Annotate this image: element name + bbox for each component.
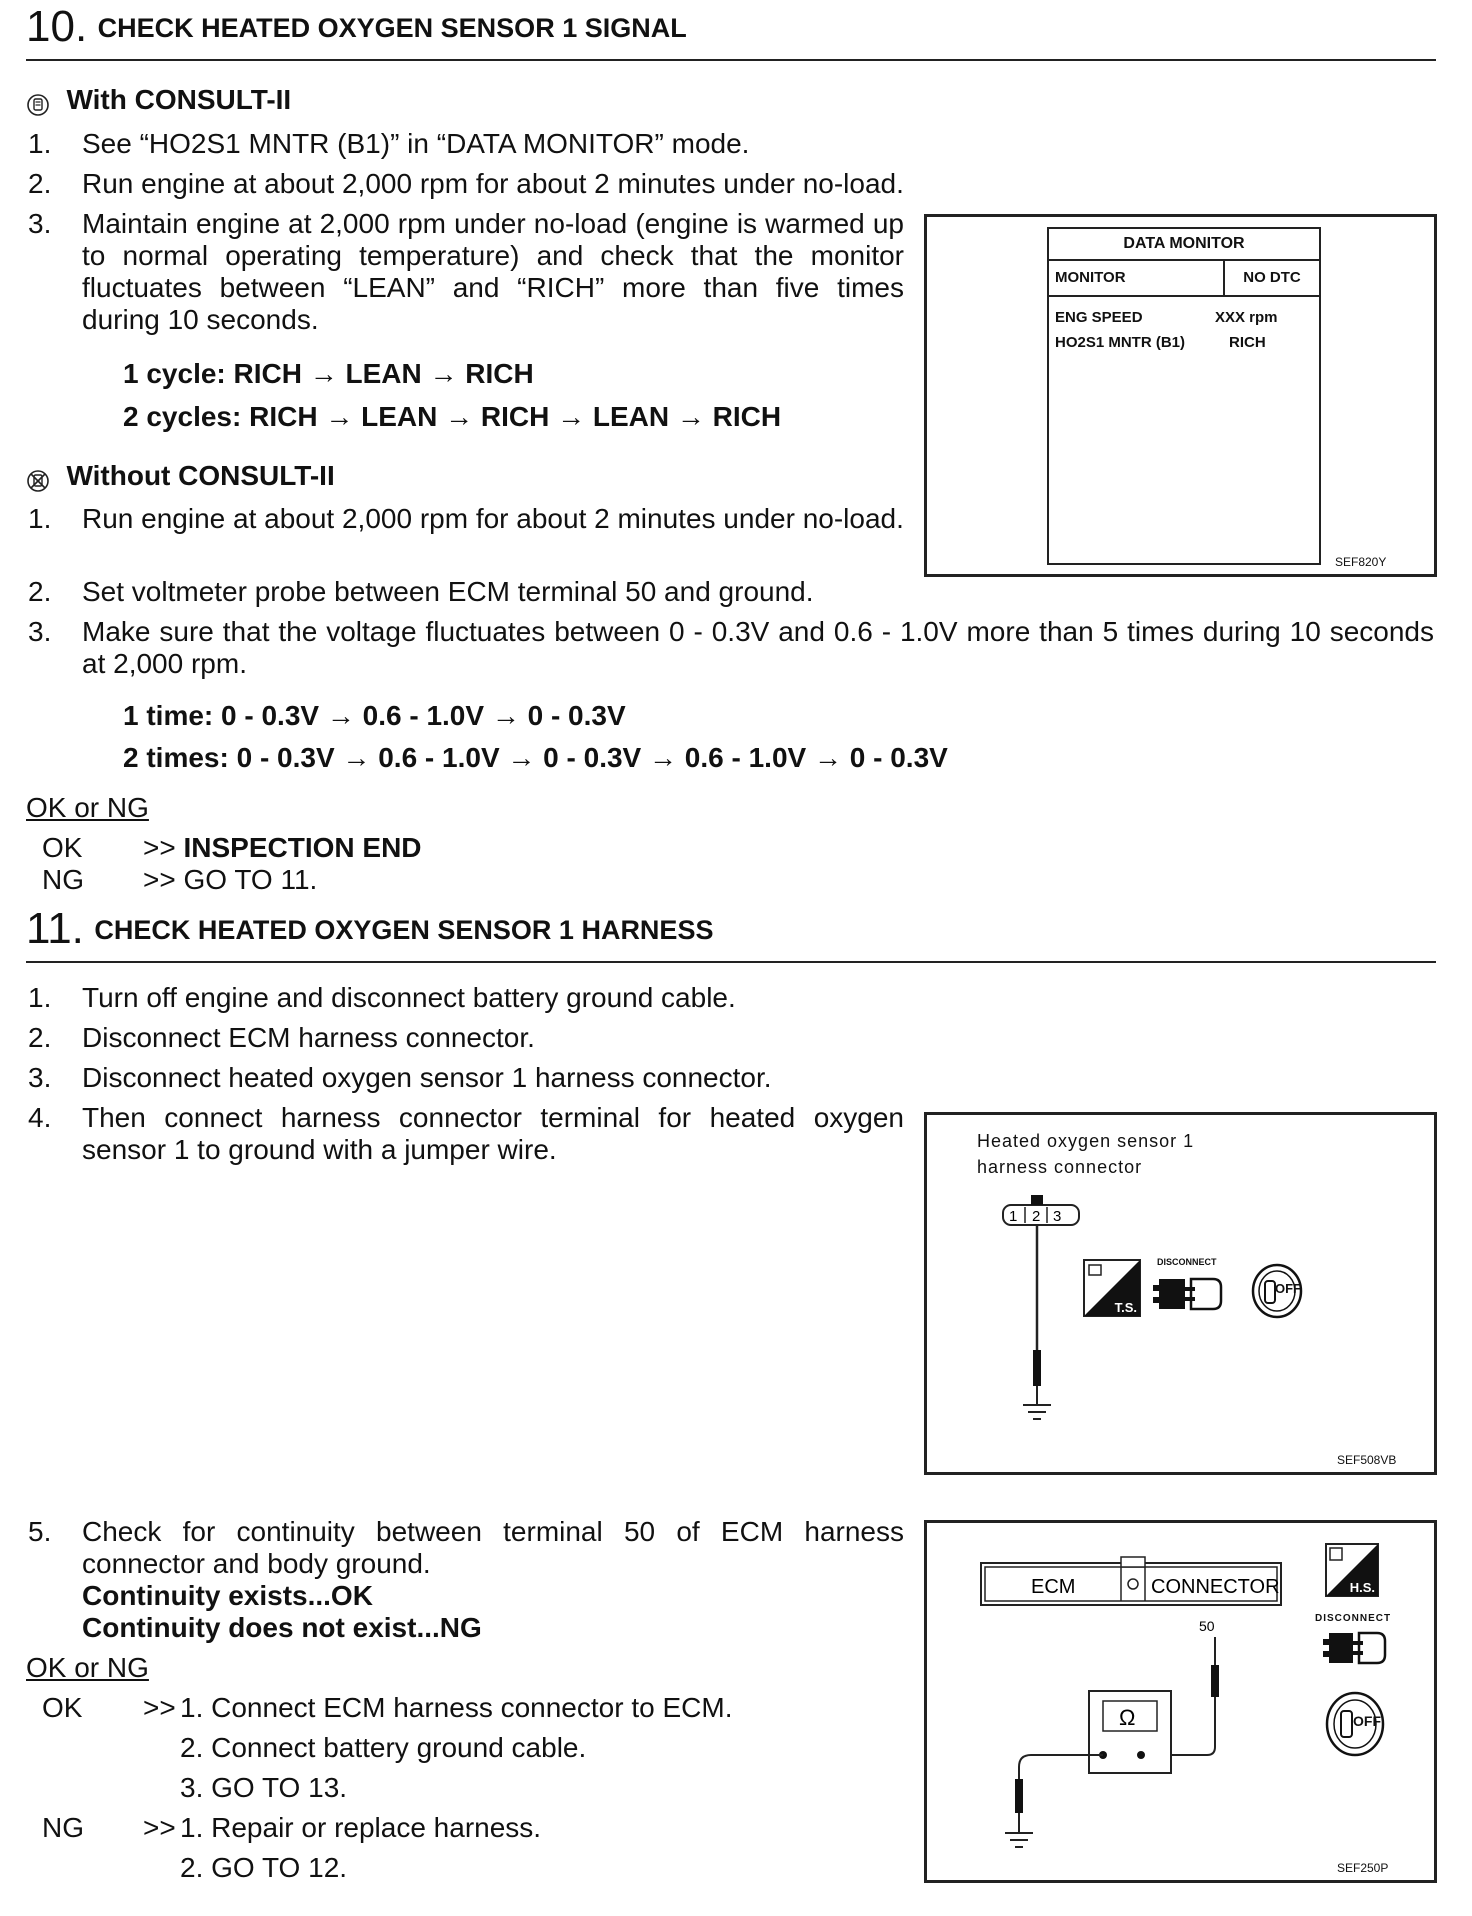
data-monitor-figure — [924, 214, 1437, 577]
woc-item2-text: Set voltmeter probe between ECM terminal 50 and ground. — [82, 576, 814, 607]
s11-item1-number: 1. — [28, 982, 52, 1013]
data-monitor-row1-name: ENG SPEED — [1055, 309, 1143, 326]
s11-item3-number: 3. — [28, 1062, 52, 1093]
s11-item5-number: 5. — [28, 1516, 52, 1547]
step11-ok-label: OK — [42, 1692, 83, 1723]
s11-item3-text: Disconnect heated oxygen sensor 1 harness connector. — [82, 1062, 772, 1093]
no-consult-icon — [26, 469, 50, 493]
step11-ok-ng: OK or NG — [26, 1652, 149, 1683]
hs-label: H.S. — [1349, 1580, 1375, 1595]
with-consult-heading: With CONSULT-II — [66, 84, 292, 115]
woc-item3-number: 3. — [28, 616, 52, 647]
step11-ok-arrow: >> — [143, 1692, 176, 1723]
ignition-off-icon — [1249, 1261, 1305, 1321]
s11-item1-text: Turn off engine and disconnect battery ground cable. — [82, 982, 736, 1013]
ohmmeter-body — [1089, 1691, 1171, 1773]
time1-text: 1 time: 0 - 0.3V → 0.6 - 1.0V → 0 - 0.3V — [123, 700, 626, 731]
step10-ok-arrow: >> — [143, 832, 176, 863]
harness-connector-figure — [924, 1112, 1437, 1475]
step10-number: 10. — [26, 2, 88, 51]
woc-item1-number: 1. — [28, 503, 52, 534]
step11-title: CHECK HEATED OXYGEN SENSOR 1 HARNESS — [94, 915, 714, 945]
data-monitor-title: DATA MONITOR — [1049, 229, 1319, 261]
continuity-ok: Continuity exists...OK — [82, 1580, 373, 1611]
terminal-50-label: 50 — [1199, 1618, 1215, 1634]
pin-1: 1 — [1009, 1208, 1018, 1225]
step11-header — [26, 904, 714, 953]
s11-item4-number: 4. — [28, 1102, 52, 1133]
data-monitor-header-divider — [1049, 295, 1319, 297]
without-consult-heading-row — [26, 460, 335, 494]
step10-ok-label: OK — [42, 832, 83, 863]
step10-header — [26, 2, 687, 51]
ts-icon — [1083, 1259, 1141, 1317]
step10-ng-row — [143, 864, 317, 896]
ecm-label: ECM — [1031, 1576, 1076, 1598]
ohm-symbol: Ω — [1119, 1705, 1136, 1730]
disconnect-label-2: DISCONNECT — [1315, 1613, 1392, 1624]
consult-icon — [26, 93, 50, 117]
woc-item1-text: Run engine at about 2,000 rpm for about 2 minutes under no-load. — [82, 503, 904, 534]
wc-item3-number: 3. — [28, 208, 52, 239]
step11-ng-step2: 2. GO TO 12. — [180, 1852, 348, 1883]
wc-item1-text: See “HO2S1 MNTR (B1)” in “DATA MONITOR” mode. — [82, 128, 750, 159]
wc-item2-text: Run engine at about 2,000 rpm for about 2 minutes under no-load. — [82, 168, 904, 199]
connector-label: CONNECTOR — [1151, 1576, 1280, 1598]
data-monitor-row2-value: RICH — [1229, 334, 1266, 351]
step11-ng-arrow: >> — [143, 1812, 176, 1843]
disconnect-icon-2 — [1323, 1627, 1387, 1671]
s11-item4-text: Then connect harness connector terminal for heated oxygen sensor 1 to ground with a jumper wire. — [82, 1102, 904, 1165]
time2-text: 2 times: 0 - 0.3V → 0.6 - 1.0V → 0 - 0.3V → 0.6 - 1.0V → 0 - 0.3V — [123, 742, 948, 773]
step10-divider — [26, 59, 1436, 61]
step11-number: 11. — [26, 904, 84, 953]
step10-ok-action: INSPECTION END — [183, 832, 422, 863]
figure-code-sef820y: SEF820Y — [1335, 555, 1387, 569]
with-consult-heading-row — [26, 84, 291, 118]
figure-code-sef250p: SEF250P — [1337, 1861, 1389, 1875]
cycle1-text: 1 cycle: RICH → LEAN → RICH — [123, 358, 534, 389]
step11-ng-step1: 1. Repair or replace harness. — [180, 1812, 542, 1843]
hs-icon — [1325, 1543, 1379, 1597]
off-label-2: OFF — [1353, 1713, 1381, 1729]
data-monitor-screen — [1047, 227, 1321, 565]
harness-connector-label-2: harness connector — [977, 1157, 1143, 1177]
woc-item3-text: Make sure that the voltage fluctuates between 0 - 0.3V and 0.6 - 1.0V more than 5 times during 10 seconds at 2,000 rpm. — [82, 616, 1434, 679]
step10-title: CHECK HEATED OXYGEN SENSOR 1 SIGNAL — [97, 13, 687, 43]
data-monitor-row1-value: XXX rpm — [1215, 309, 1278, 326]
step10-ok-ng: OK or NG — [26, 792, 149, 823]
pin-3: 3 — [1053, 1208, 1062, 1225]
step11-ok-step2: 2. Connect battery ground cable. — [180, 1732, 587, 1763]
figure-code-sef508vb: SEF508VB — [1337, 1453, 1397, 1467]
continuity-ng: Continuity does not exist...NG — [82, 1612, 482, 1643]
woc-item2-number: 2. — [28, 576, 52, 607]
ecm-continuity-figure — [924, 1520, 1437, 1883]
wc-item2-number: 2. — [28, 168, 52, 199]
disconnect-label: DISCONNECT — [1157, 1257, 1217, 1267]
disconnect-icon — [1153, 1271, 1223, 1317]
ts-label: T.S. — [1114, 1300, 1137, 1315]
harness-connector-label-1: Heated oxygen sensor 1 — [977, 1131, 1195, 1151]
step11-ok-step1: 1. Connect ECM harness connector to ECM. — [180, 1692, 733, 1723]
data-monitor-col-status: NO DTC — [1243, 269, 1301, 286]
step10-ng-action: GO TO 11. — [183, 864, 318, 895]
step11-divider — [26, 961, 1436, 963]
data-monitor-row2-name: HO2S1 MNTR (B1) — [1055, 334, 1186, 351]
step11-ok-step3: 3. GO TO 13. — [180, 1772, 348, 1803]
s11-item5-text: Check for continuity between terminal 50 of ECM harness connector and body ground. — [82, 1516, 904, 1579]
data-monitor-col-monitor: MONITOR — [1055, 269, 1126, 286]
step10-ng-arrow: >> — [143, 864, 176, 895]
ignition-off-icon-2 — [1323, 1689, 1387, 1759]
off-label: OFF — [1275, 1281, 1301, 1296]
wc-item3-text: Maintain engine at 2,000 rpm under no-load (engine is warmed up to normal operating temperature) and check that the monitor fluctuates between “LEAN” and “RICH” more than five times during 10 seconds. — [82, 208, 904, 335]
cycle2-text: 2 cycles: RICH → LEAN → RICH → LEAN → RICH — [123, 401, 782, 432]
wc-item1-number: 1. — [28, 128, 52, 159]
s11-item2-text: Disconnect ECM harness connector. — [82, 1022, 535, 1053]
step10-ng-label: NG — [42, 864, 84, 895]
step10-ok-row — [143, 832, 422, 864]
probe-tip — [1031, 1195, 1043, 1205]
s11-item2-number: 2. — [28, 1022, 52, 1053]
pin-2: 2 — [1032, 1208, 1041, 1225]
without-consult-heading: Without CONSULT-II — [66, 460, 335, 491]
step11-ng-label: NG — [42, 1812, 84, 1843]
